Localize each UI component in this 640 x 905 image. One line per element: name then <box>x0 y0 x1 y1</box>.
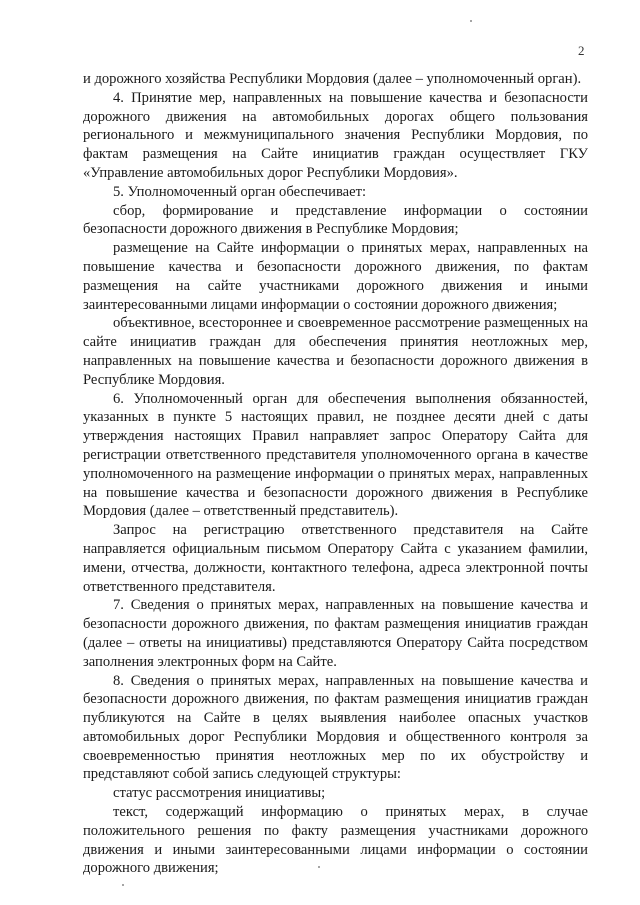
paragraph-item-8-sub-2: текст, содержащий информацию о принятых мерах, в случае положительного решения по факту размещения участниками дорожного движения и иными заинтересованными лицами информации о состоянии дорожного движения; <box>83 804 588 877</box>
paragraph-item-5-sub-2: размещение на Сайте информации о принятых мерах, направленных на повышение качества и безопасности дорожного движения, по фактам размещения на сайте участниками дорожного движения и иными заинтересованными лицами информации о состоянии дорожного движения; <box>83 240 588 313</box>
paragraph-continuation: и дорожного хозяйства Республики Мордовия (далее – уполномоченный орган). <box>83 71 582 87</box>
scan-speck <box>318 866 320 868</box>
paragraph-item-8-sub-1: статус рассмотрения инициативы; <box>113 785 326 802</box>
paragraph-item-4: 4. Принятие мер, направленных на повышение качества и безопасности дорожного движения на автомобильных дорогах общего пользования регионального и межмуниципального значения Республики Мордовия, по фактам размещения на Сайте инициатив граждан осуществляет ГКУ «Управление автомобильных дорог Республики Мордовия». <box>83 89 588 181</box>
paragraph-item-5: 5. Уполномоченный орган обеспечивает: <box>113 183 367 200</box>
paragraph-item-7: 7. Сведения о принятых мерах, направленных на повышение качества и безопасности дорожного движения, по фактам размещения инициатив граждан (далее – ответы на инициативы) представляются Оператору Сайта посредством заполнения электронных форм на Сайте. <box>83 597 588 670</box>
paragraph-item-5-sub-3: объективное, всестороннее и своевременное рассмотрение размещенных на сайте инициатив граждан для обеспечения принятия неотложных мер, направленных на повышение качества и безопасности дорожного движения в Республике Мордовия. <box>83 315 588 388</box>
page-number: 2 <box>578 43 585 58</box>
document-body <box>83 70 588 878</box>
paragraph-item-8: 8. Сведения о принятых мерах, направленных на повышение качества и безопасности дорожного движения, по фактам размещения инициатив граждан публикуются на Сайте в целях выявления наиболее опасных участков автомобильных дорог Республики Мордовия и общественного контроля за своевременностью принятия неотложных мер по их обустройству и представляют собой запись следующей структуры: <box>83 672 588 783</box>
paragraph-item-6-request: Запрос на регистрацию ответственного представителя на Сайте направляется официальным письмом Оператору Сайта с указанием фамилии, имени, отчества, должности, контактного телефона, адреса электронной почты ответственного представителя. <box>83 522 588 595</box>
scan-speck <box>122 884 124 886</box>
scan-speck <box>470 20 472 22</box>
paragraph-item-6: 6. Уполномоченный орган для обеспечения выполнения обязанностей, указанных в пункте 5 настоящих правил, не позднее десяти дней с даты утверждения настоящих Правил направляет запрос Оператору Сайта для регистрации ответственного представителя уполномоченного органа в качестве уполномоченного на размещение информации о принятых мерах, направленных на повышение качества и безопасности дорожного движения в Республике Мордовия (далее – ответственный представитель). <box>83 390 588 520</box>
paragraph-item-5-sub-1: сбор, формирование и представление информации о состоянии безопасности дорожного движения в Республике Мордовия; <box>83 202 588 238</box>
